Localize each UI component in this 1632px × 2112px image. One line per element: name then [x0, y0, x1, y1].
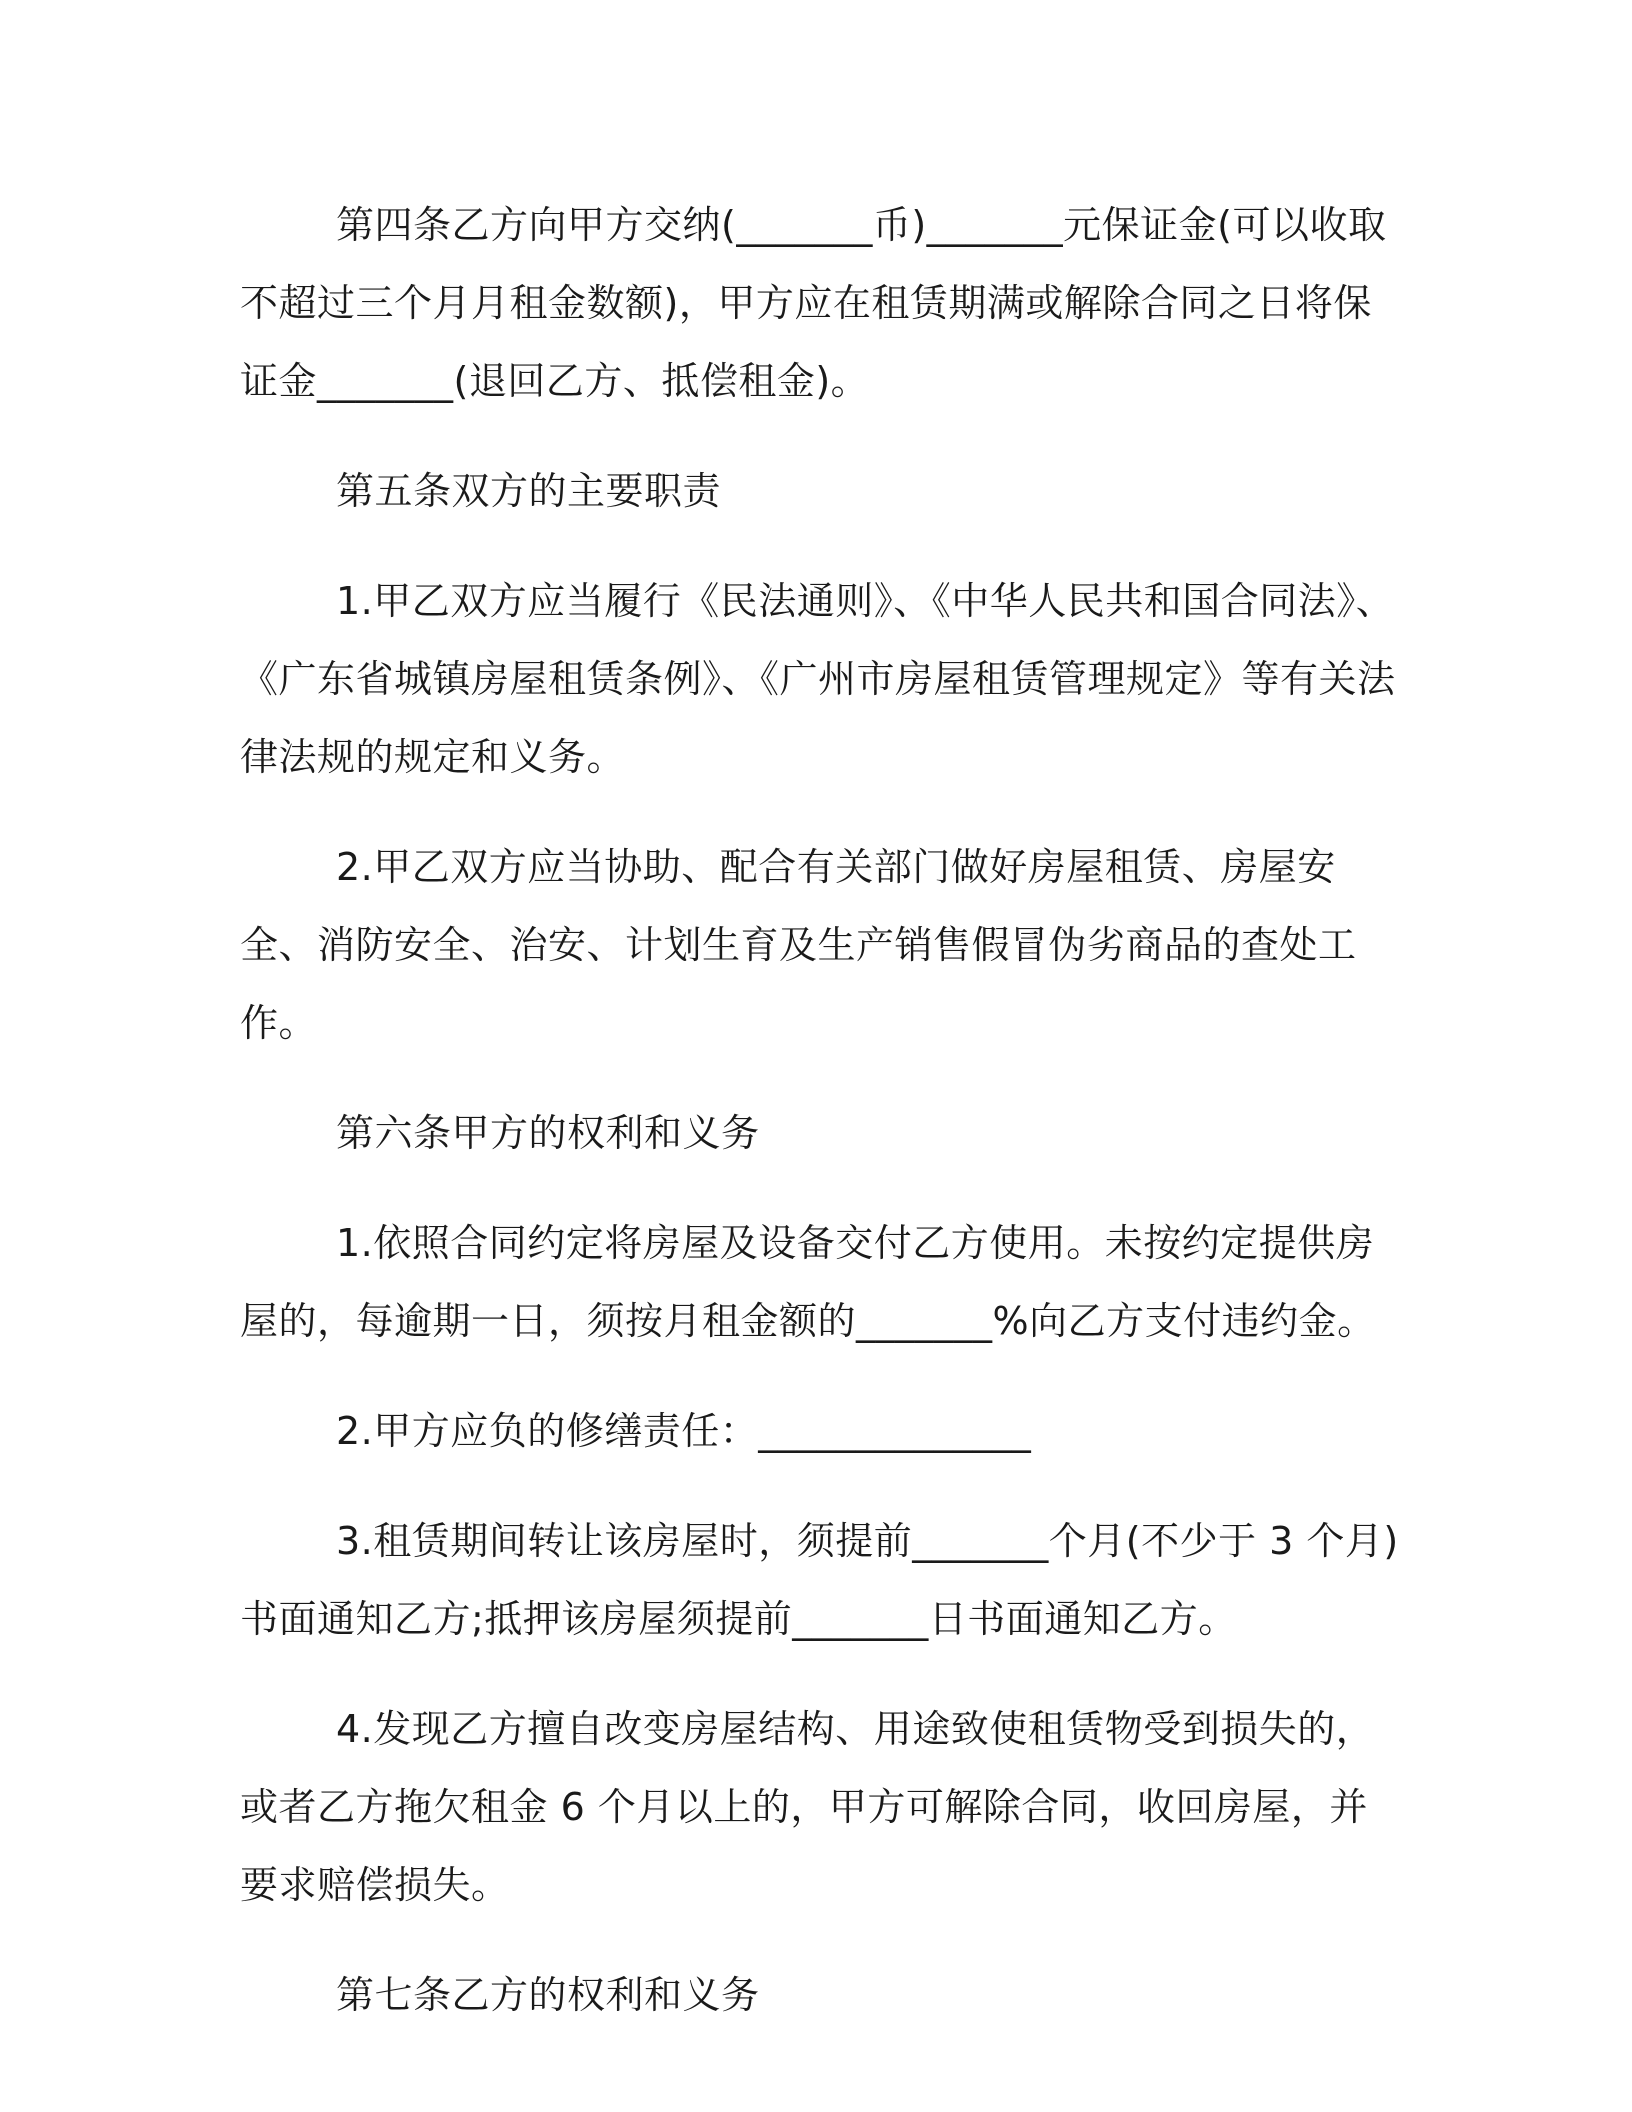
article-5-heading: 第五条双方的主要职责 — [336, 469, 722, 513]
article-7-heading: 第七条乙方的权利和义务 — [336, 1973, 760, 2017]
article-6-item-2: 2.甲方应负的修缮责任：______________ — [336, 1409, 1032, 1453]
article-6-item-4: 4.发现乙方擅自改变房屋结构、用途致使租赁物受到损失的，或者乙方拖欠租金 6 个月以上的，甲方可解除合同，收回房屋，并要求赔偿损失。 — [240, 1707, 1375, 1907]
article-5-item-1: 1.甲乙双方应当履行《民法通则》、《中华人民共和国合同法》、《广东省城镇房屋租赁条例》、《广州市房屋租赁管理规定》等有关法律法规的规定和义务。 — [240, 579, 1396, 779]
article-6-heading: 第六条甲方的权利和义务 — [336, 1111, 760, 1155]
article-4-deposit: 第四条乙方向甲方交纳(_______币)_______元保证金(可以收取不超过三个月月租金数额)，甲方应在租赁期满或解除合同之日将保证金_______(退回乙方、抵偿租金)。 — [240, 203, 1387, 403]
article-5-item-2: 2.甲乙双方应当协助、配合有关部门做好房屋租赁、房屋安全、消防安全、治安、计划生育及生产销售假冒伪劣商品的查处工作。 — [240, 845, 1357, 1045]
document-page — [240, 186, 1400, 2066]
article-6-item-3: 3.租赁期间转让该房屋时，须提前_______个月(不少于 3 个月)书面通知乙方;抵押该房屋须提前_______日书面通知乙方。 — [240, 1519, 1399, 1641]
article-6-item-1: 1.依照合同约定将房屋及设备交付乙方使用。未按约定提供房屋的，每逾期一日，须按月租金额的_______%向乙方支付违约金。 — [240, 1221, 1376, 1343]
